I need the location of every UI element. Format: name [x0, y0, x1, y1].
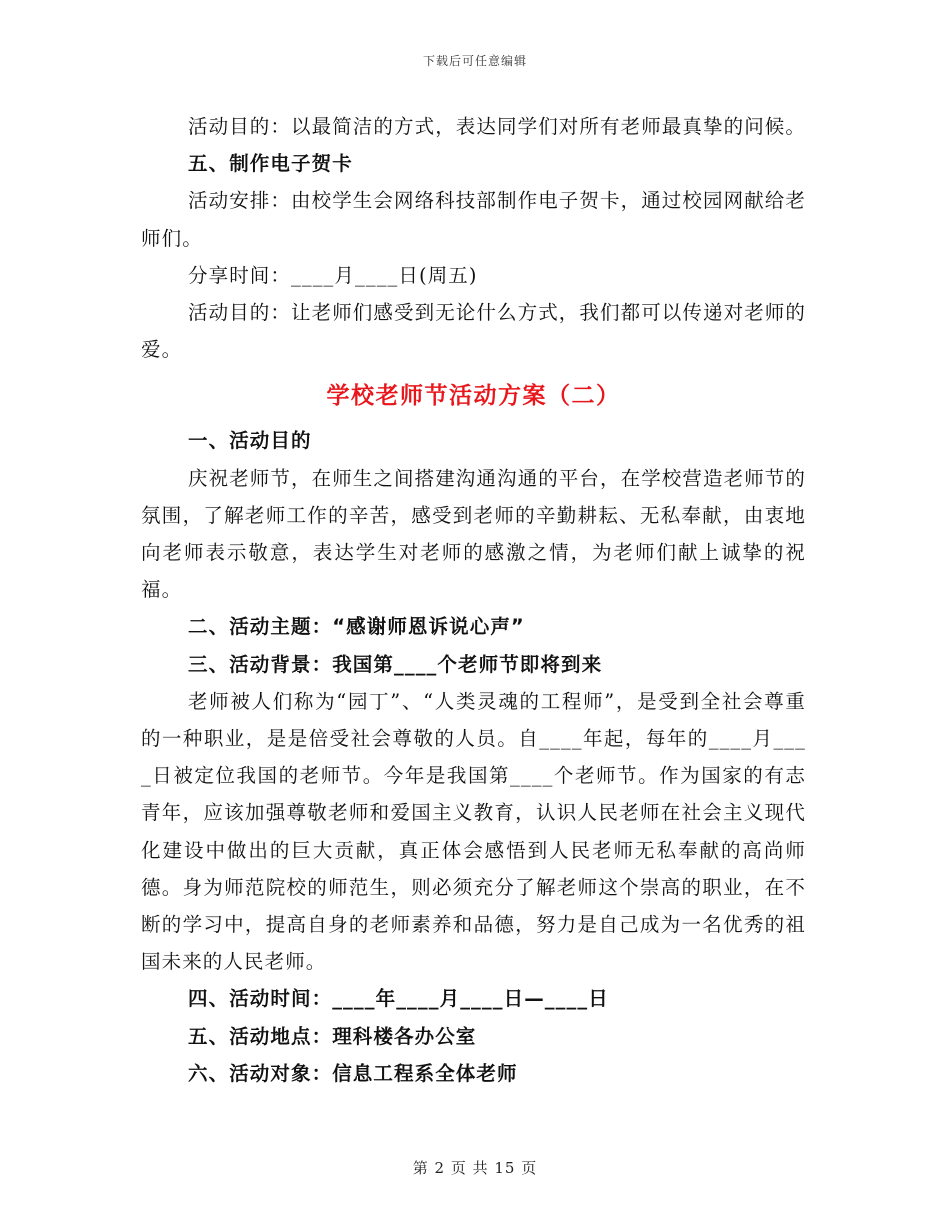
- heading-activity-location: 五、活动地点：理科楼各办公室: [188, 1024, 477, 1048]
- heading-activity-audience: 六、活动对象：信息工程系全体老师: [188, 1061, 518, 1085]
- heading-activity-purpose: 一、活动目的: [188, 429, 312, 453]
- paragraph-purpose-love: 活动目的：让老师们感受到无论什么方式，我们都可以传递对老师的爱。: [141, 301, 807, 362]
- heading-activity-theme: 二、活动主题：“感谢师恩诉说心声”: [188, 615, 525, 639]
- section-title: 学校老师节活动方案（二）: [326, 383, 621, 410]
- paragraph-purpose-greeting: 活动目的：以最简洁的方式，表达同学们对所有老师最真挚的问候。: [188, 115, 807, 138]
- heading-activity-background: 三、活动背景：我国第____个老师节即将到来: [188, 652, 603, 676]
- heading-activity-time: 四、活动时间：____年____月____日—____日: [188, 987, 609, 1011]
- paragraph-activity-purpose: 庆祝老师节，在师生之间搭建沟通沟通的平台，在学校营造老师节的氛围，了解老师工作的辛苦，感受到老师的辛勤耕耘、无私奉献，由衷地向老师表示敬意，表达学生对老师的感激之情，为老师们献上诚挚的祝福。: [141, 466, 807, 602]
- page-header: 下载后可任意编辑: [422, 54, 527, 68]
- paragraph-share-time: 分享时间：____月____日(周五): [188, 263, 478, 287]
- paragraph-activity-background: 老师被人们称为“园丁”、“人类灵魂的工程师”，是受到全社会尊重的一种职业，是是倍受社会尊敬的人员。自____年起，每年的____月____日被定位我国的老师节。今年是我国第____个老师节。作为国家的有志青年，应该加强尊敬老师和爱国主义教育，认识人民老师在社会主义现代化建设中做出的巨大贡献，真正体会感悟到人民老师无私奉献的高尚师德。身为师范院校的师范生，则必须充分了解老师这个崇高的职业，在不断的学习中，提高自身的老师素养和品德，努力是自己成为一名优秀的祖国未来的人民老师。: [141, 689, 806, 974]
- document-body: [141, 108, 806, 1092]
- page-footer: 第 2 页 共 15 页: [412, 1159, 538, 1177]
- heading-ecard: 五、制作电子贺卡: [188, 152, 353, 176]
- paragraph-ecard-arrangement: 活动安排：由校学生会网络科技部制作电子贺卡，通过校园网献给老师们。: [141, 189, 807, 250]
